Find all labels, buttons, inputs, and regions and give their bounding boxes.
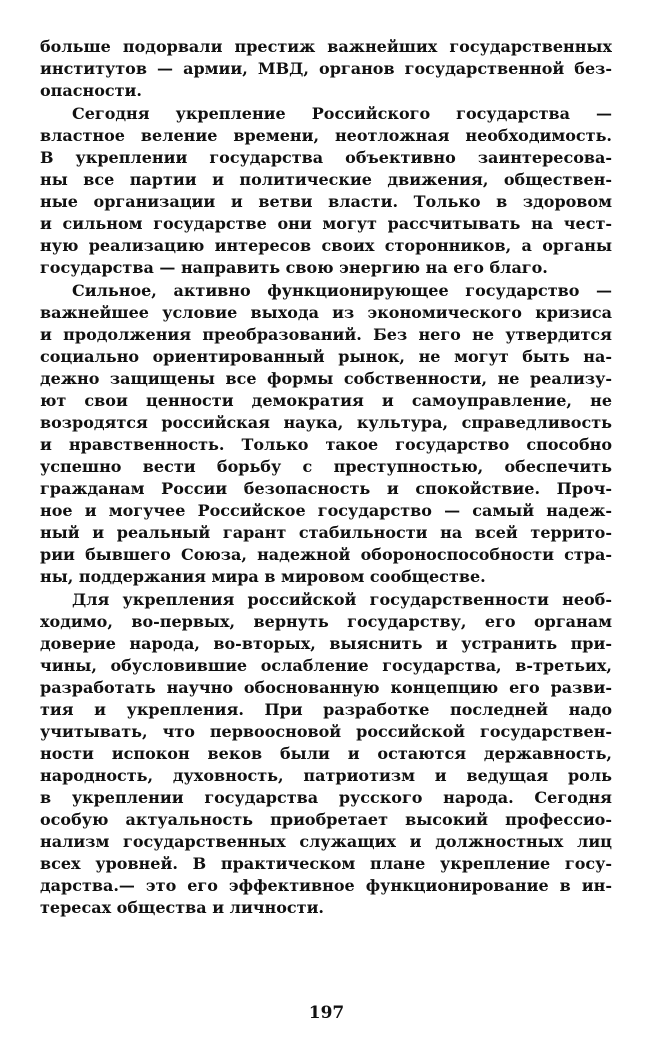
text-line: нализм государственных служащих и должностных лиц — [40, 832, 612, 851]
text-line: успешно вести борьбу с преступностью, обеспечить — [40, 457, 612, 476]
text-line: ные организации и ветви власти. Только в здоровом — [40, 192, 612, 211]
text-line: и сильном государстве они могут рассчитывать на чест- — [40, 214, 612, 233]
text-line: возродятся российская наука, культура, справедливость — [40, 413, 612, 432]
text-line: доверие народа, во-вторых, выяснить и устранить при- — [40, 634, 612, 653]
text-line: дарства.— это его эффективное функционирование в ин- — [40, 876, 612, 895]
text-line: тия и укрепления. При разработке последней надо — [40, 700, 612, 719]
paragraph-strengthening-state — [40, 103, 612, 279]
text-line: ходимо, во-первых, вернуть государству, его органам — [40, 612, 612, 631]
text-line: институтов — армии, МВД, органов государственной без- — [40, 59, 612, 78]
text-line: особую актуальность приобретает высокий профессио- — [40, 810, 612, 829]
page-body — [40, 36, 612, 920]
text-line: ную реализацию интересов своих сторонников, а органы — [40, 236, 612, 255]
text-line: ный и реальный гарант стабильности на всей террито- — [40, 523, 612, 542]
text-line: Сегодня укрепление Российского государства — — [72, 104, 612, 123]
text-line: ны, поддержания мира в мировом сообществе. — [40, 567, 486, 586]
text-line: в укреплении государства русского народа. Сегодня — [40, 788, 612, 807]
paragraph-strong-state — [40, 280, 612, 588]
text-line: гражданам России безопасность и спокойствие. Проч- — [40, 479, 612, 498]
text-line: всех уровней. В практическом плане укрепление госу- — [40, 854, 612, 873]
text-line: разработать научно обоснованную концепцию его разви- — [40, 678, 612, 697]
text-line: рии бывшего Союза, надежной обороноспособности стра- — [40, 545, 612, 564]
text-line: государства — направить свою энергию на его благо. — [40, 258, 548, 277]
text-line: опасности. — [40, 81, 142, 100]
text-line: и нравственность. Только такое государство способно — [40, 435, 612, 454]
text-line: властное веление времени, неотложная необходимость. — [40, 126, 612, 145]
text-line: Сильное, активно функционирующее государство — — [72, 281, 612, 300]
text-line: больше подорвали престиж важнейших государственных — [40, 37, 612, 56]
text-line: В укреплении государства объективно заинтересова- — [40, 148, 612, 167]
text-line: Для укрепления российской государственности необ- — [72, 590, 612, 609]
text-line: ют свои ценности демократия и самоуправление, не — [40, 391, 612, 410]
page-number: 197 — [308, 1003, 345, 1023]
text-line: важнейшее условие выхода из экономического кризиса — [40, 303, 612, 322]
text-line: ности испокон веков были и остаются державность, — [40, 744, 612, 763]
text-line: дежно защищены все формы собственности, не реализу- — [40, 369, 612, 388]
paragraph-continuation — [40, 36, 612, 102]
text-line: учитывать, что первоосновой российской государствен- — [40, 722, 612, 741]
text-line: ное и могучее Российское государство — самый надеж- — [40, 501, 612, 520]
text-line: социально ориентированный рынок, не могут быть на- — [40, 347, 612, 366]
text-line: и продолжения преобразований. Без него не утвердится — [40, 325, 612, 344]
text-line: народность, духовность, патриотизм и ведущая роль — [40, 766, 612, 785]
text-line: чины, обусловившие ослабление государства, в-третьих, — [40, 656, 612, 675]
text-line: тересах общества и личности. — [40, 898, 324, 917]
paragraph-statehood-concept — [40, 589, 612, 919]
text-line: ны все партии и политические движения, обществен- — [40, 170, 612, 189]
